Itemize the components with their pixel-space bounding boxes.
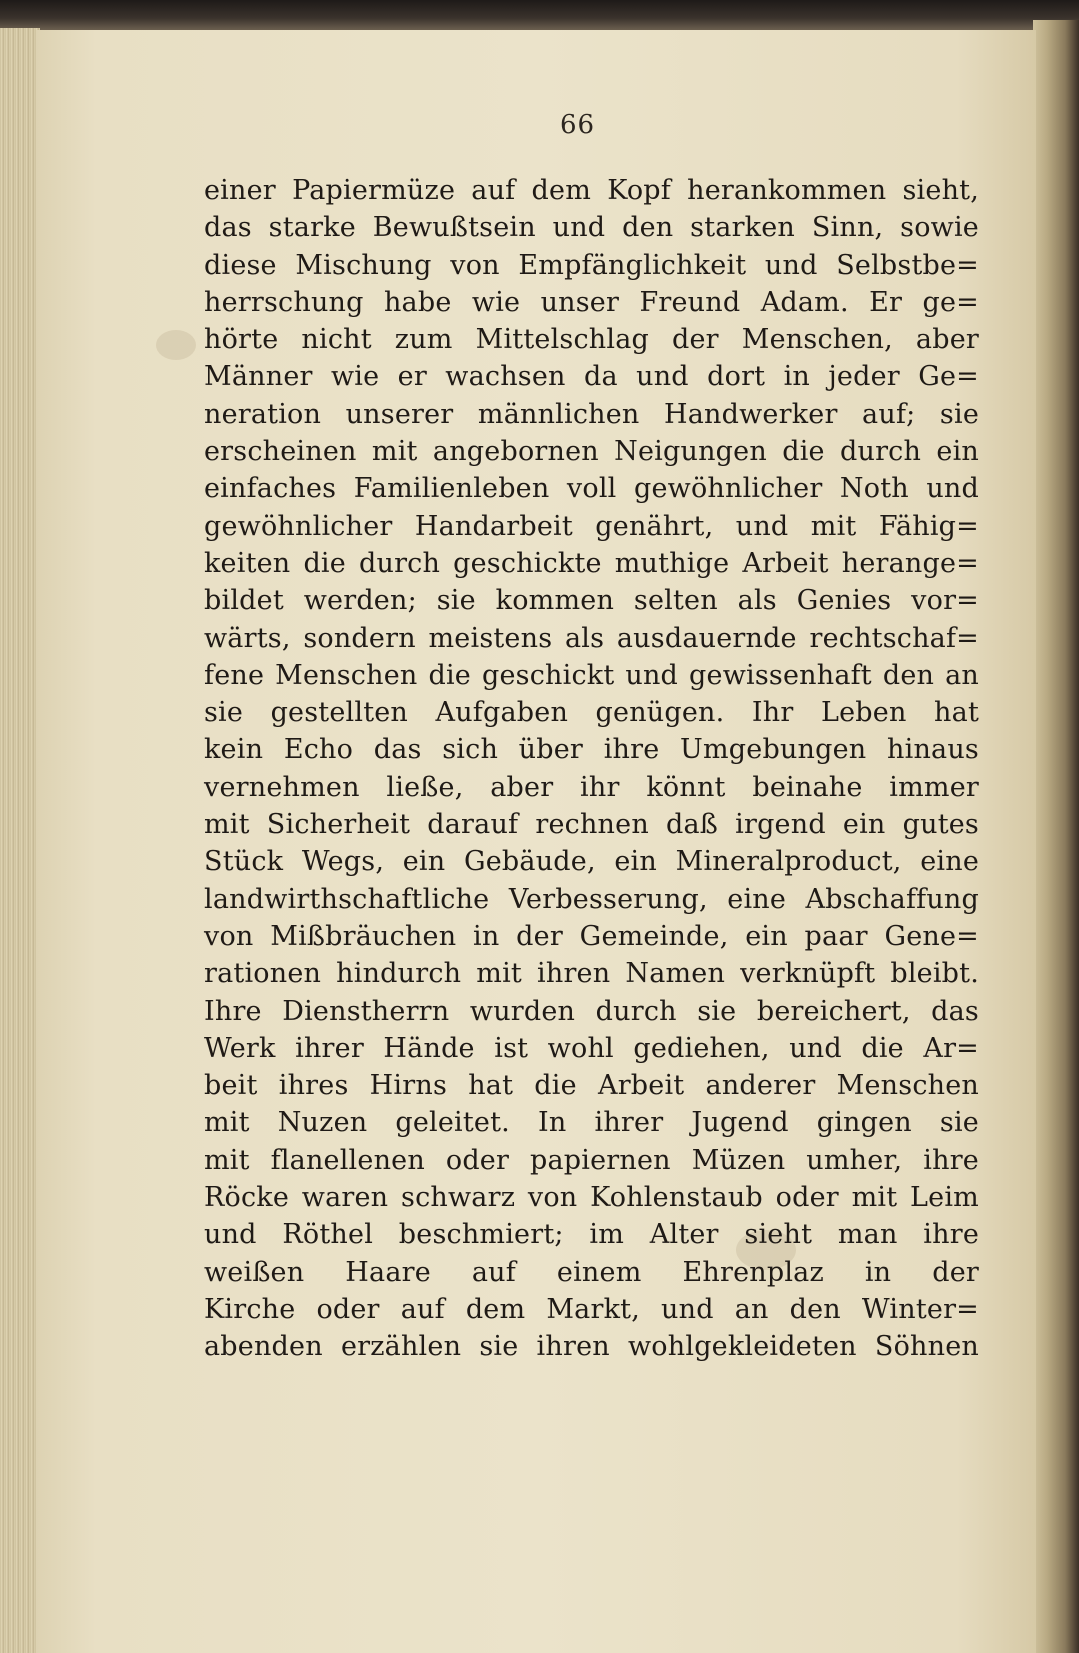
text-line: wärts, sondern meistens als ausdauernde rechtschaf=	[204, 622, 979, 654]
text-line: hörte nicht zum Mittelschlag der Menschen, aber	[204, 324, 979, 356]
text-line: landwirthschaftliche Verbesserung, eine Abschaffung	[204, 883, 979, 915]
paper-stain	[156, 330, 196, 360]
text-line: fene Menschen die geschickt und gewissenhaft den an	[204, 659, 979, 691]
text-line: und Röthel beschmiert; im Alter sieht man ihre	[204, 1219, 979, 1251]
text-line: Männer wie er wachsen da und dort in jeder Ge=	[204, 361, 979, 393]
text-line: kein Echo das sich über ihre Umgebungen hinaus	[204, 734, 979, 766]
text-line: diese Mischung von Empfänglichkeit und Selbstbe=	[204, 249, 979, 281]
text-line: sie gestellten Aufgaben genügen. Ihr Leben hat	[204, 697, 979, 729]
left-page-stack	[0, 28, 40, 1653]
text-line: neration unserer männlichen Handwerker auf; sie	[204, 398, 979, 430]
text-line: bildet werden; sie kommen selten als Genies vor=	[204, 585, 979, 617]
text-line: einfaches Familienleben voll gewöhnlicher Noth und	[204, 473, 979, 505]
right-page-edge	[1033, 20, 1079, 1653]
text-line: gewöhnlicher Handarbeit genährt, und mit Fähig=	[204, 510, 979, 542]
page-number: 66	[560, 110, 596, 140]
text-line: keiten die durch geschickte muthige Arbeit herange=	[204, 547, 979, 579]
text-line: mit Nuzen geleitet. In ihrer Jugend gingen sie	[204, 1107, 979, 1139]
book-top-edge	[0, 0, 1079, 30]
text-line: Stück Wegs, ein Gebäude, ein Mineralproduct, eine	[204, 846, 979, 878]
text-line: vernehmen ließe, aber ihr könnt beinahe immer	[204, 771, 979, 803]
text-line: Röcke waren schwarz von Kohlenstaub oder mit Leim	[204, 1182, 979, 1214]
body-text	[204, 172, 979, 1366]
text-line: Kirche oder auf dem Markt, und an den Winter=	[204, 1293, 979, 1325]
text-line: von Mißbräuchen in der Gemeinde, ein paar Gene=	[204, 920, 979, 952]
text-line: einer Papiermüze auf dem Kopf herankommen sieht,	[204, 175, 979, 206]
text-line: rationen hindurch mit ihren Namen verknüpft bleibt.	[204, 958, 979, 990]
text-line: Werk ihrer Hände ist wohl gediehen, und die Ar=	[204, 1032, 979, 1064]
text-line: erscheinen mit angebornen Neigungen die durch ein	[204, 436, 979, 468]
text-line: mit Sicherheit darauf rechnen daß irgend ein gutes	[204, 809, 979, 841]
text-line: abenden erzählen sie ihren wohlgekleideten Söhnen	[204, 1331, 979, 1363]
text-line: herrschung habe wie unser Freund Adam. Er ge=	[204, 286, 979, 318]
text-line: beit ihres Hirns hat die Arbeit anderer Menschen	[204, 1070, 979, 1102]
text-line: mit flanellenen oder papiernen Müzen umher, ihre	[204, 1144, 979, 1176]
text-line: weißen Haare auf einem Ehrenplaz in der	[204, 1256, 979, 1288]
text-line: Ihre Dienstherrn wurden durch sie bereichert, das	[204, 995, 979, 1027]
text-line: das starke Bewußtsein und den starken Sinn, sowie	[204, 212, 979, 244]
